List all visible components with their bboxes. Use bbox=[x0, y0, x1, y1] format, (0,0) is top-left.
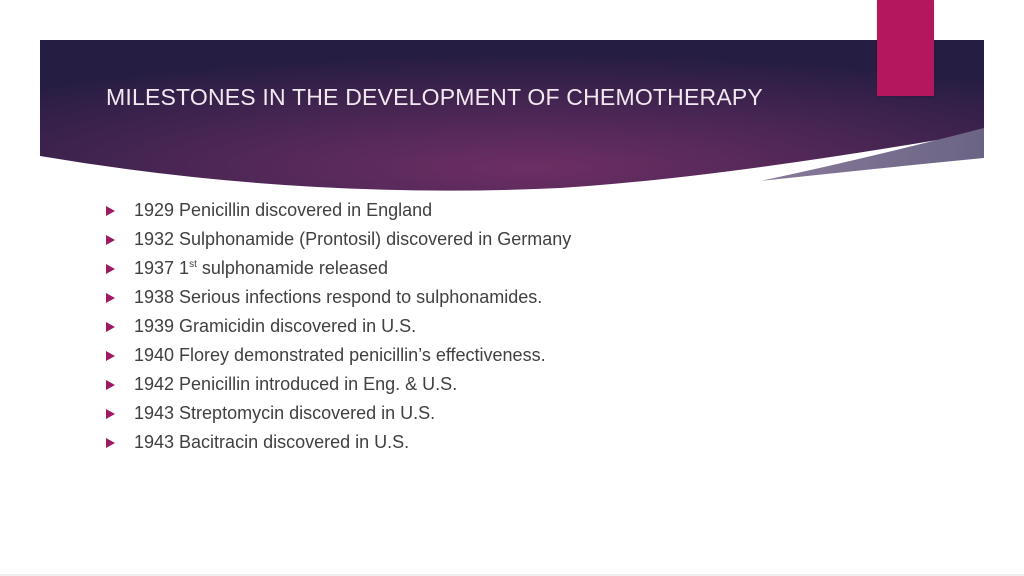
list-item bbox=[106, 428, 571, 457]
list-item bbox=[106, 312, 571, 341]
bullet-text: 1940 Florey demonstrated penicillin’s effectiveness. bbox=[134, 345, 546, 365]
bullet-superscript: st bbox=[189, 259, 197, 270]
right-triangle-icon bbox=[106, 322, 115, 332]
bullet-text: 1943 Bacitracin discovered in U.S. bbox=[134, 432, 410, 452]
right-triangle-icon bbox=[106, 409, 115, 419]
list-item bbox=[106, 370, 571, 399]
slide-title: MILESTONES IN THE DEVELOPMENT OF CHEMOTHERAPY bbox=[106, 84, 763, 110]
right-triangle-icon bbox=[106, 380, 115, 390]
list-item bbox=[106, 283, 571, 312]
list-item bbox=[106, 254, 571, 283]
bullet-text bbox=[134, 258, 388, 279]
bullet-list bbox=[106, 196, 571, 457]
right-triangle-icon bbox=[106, 438, 115, 448]
list-item bbox=[106, 341, 571, 370]
bullet-text: 1943 Streptomycin discovered in U.S. bbox=[134, 403, 436, 423]
right-triangle-icon bbox=[106, 351, 115, 361]
right-triangle-icon bbox=[106, 235, 115, 245]
right-triangle-icon bbox=[106, 206, 115, 216]
list-item bbox=[106, 399, 571, 428]
list-item bbox=[106, 196, 571, 225]
right-triangle-icon bbox=[106, 264, 115, 274]
bullet-text-after: sulphonamide released bbox=[196, 258, 388, 278]
bullet-text: 1942 Penicillin introduced in Eng. & U.S. bbox=[134, 374, 458, 394]
right-triangle-icon bbox=[106, 293, 115, 303]
bullet-text: 1929 Penicillin discovered in England bbox=[134, 200, 433, 220]
accent-tab bbox=[877, 0, 934, 96]
bullet-text: 1932 Sulphonamide (Prontosil) discovered in Germany bbox=[134, 229, 572, 249]
list-item bbox=[106, 225, 571, 254]
bullet-text-before: 1937 1 bbox=[134, 258, 190, 278]
bullet-text: 1939 Gramicidin discovered in U.S. bbox=[134, 316, 417, 336]
bullet-text: 1938 Serious infections respond to sulphonamides. bbox=[134, 287, 543, 307]
